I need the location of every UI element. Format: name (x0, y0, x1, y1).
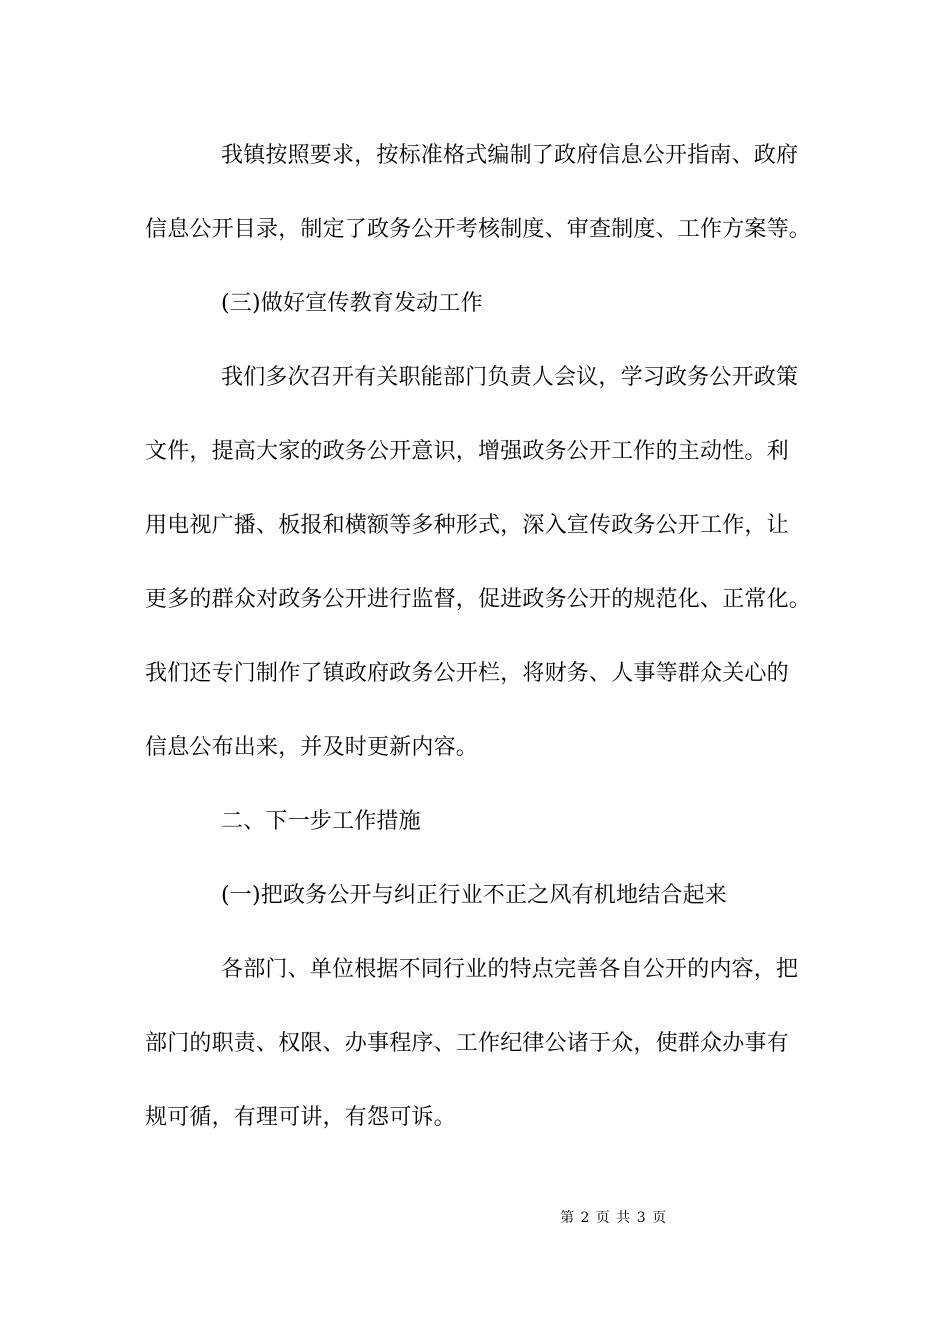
paragraph-line: 规可循，有理可讲，有怨可诉。 (145, 1105, 456, 1130)
paragraph-line: 用电视广播、板报和横额等多种形式，深入宣传政务公开工作，让 (145, 513, 789, 538)
document-body (145, 134, 813, 1170)
paragraph-line: 各部门、单位根据不同行业的特点完善各自公开的内容，把 (221, 957, 799, 982)
paragraph-line: 我们多次召开有关职能部门负责人会议，学习政务公开政策 (221, 365, 799, 390)
paragraph-line: 我们还专门制作了镇政府政务公开栏，将财务、人事等群众关心的 (145, 661, 789, 686)
section-heading: 二、下一步工作措施 (221, 809, 421, 834)
paragraph-line: 文件，提高大家的政务公开意识，增强政务公开工作的主动性。利 (145, 439, 789, 464)
paragraph-line: 部门的职责、权限、办事程序、工作纪律公诸于众，使群众办事有 (145, 1031, 789, 1056)
paragraph-line: 我镇按照要求，按标准格式编制了政府信息公开指南、政府 (221, 143, 799, 168)
page-number-footer: 第 2 页 共 3 页 (560, 1210, 668, 1226)
section-heading: (三)做好宣传教育发动工作 (221, 291, 483, 316)
paragraph-line: 信息公开目录，制定了政务公开考核制度、审查制度、工作方案等。 (145, 217, 812, 242)
paragraph-line: 信息公布出来，并及时更新内容。 (145, 735, 479, 760)
section-heading: (一)把政务公开与纠正行业不正之风有机地结合起来 (221, 883, 727, 908)
paragraph-line: 更多的群众对政务公开进行监督，促进政务公开的规范化、正常化。 (145, 587, 812, 612)
